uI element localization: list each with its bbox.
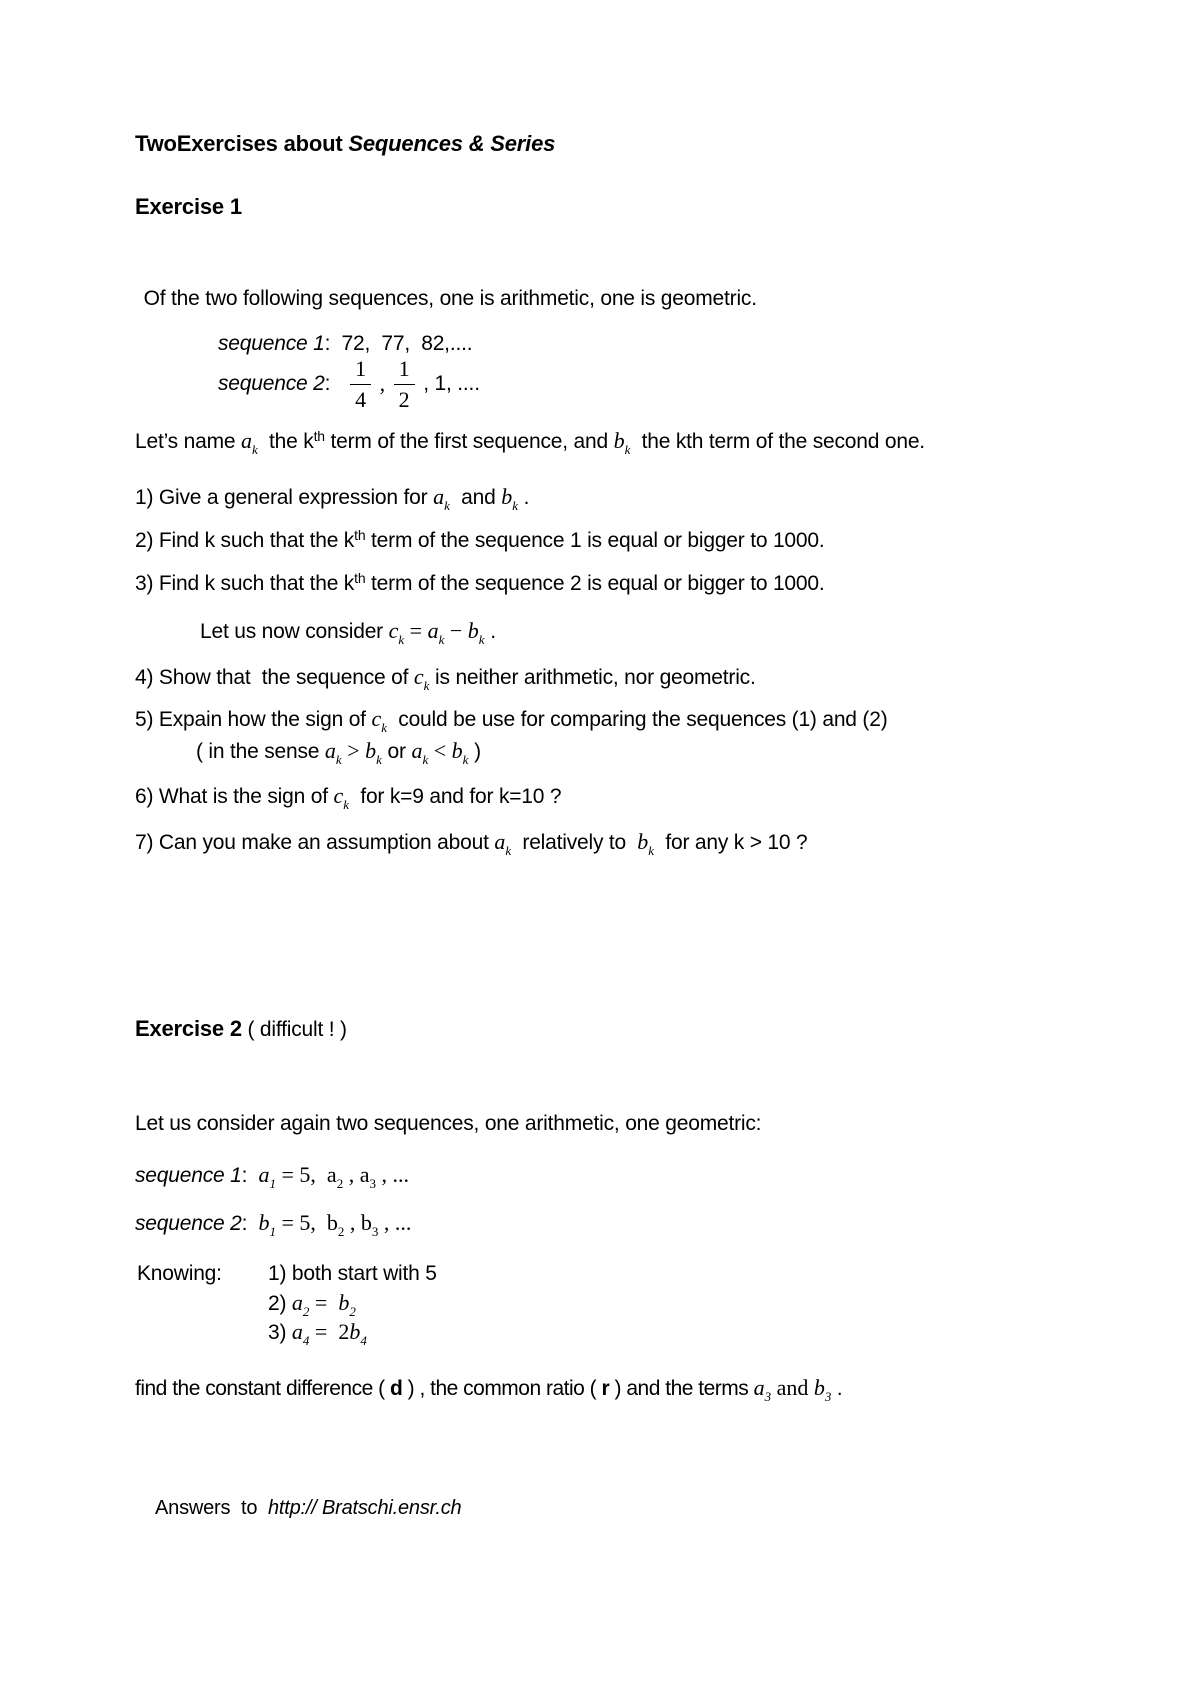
ex2-sequence1-line: sequence 1: $a_1 = 5$, $a_2$ , $a_3$ , ... (135, 1162, 409, 1191)
question-3: 3) Find k such that the $k^{th}$ term of the sequence 2 is equal or bigger to 1000. (135, 570, 825, 595)
let-us-now-line: Let us now consider $c_k = a_k - b_k$ . (200, 618, 496, 647)
footer-answers-note: Answers to http:// Bratschi.ensr.ch (155, 1497, 462, 1519)
question-5: 5) Expain how the sign of $c_k$ could be use for comparing the sequences (1) and (2) (135, 706, 888, 735)
knowing-item-1: 1) both start with 5 (268, 1262, 437, 1285)
exercise2-heading: Exercise 2 ( difficult ! ) (135, 1016, 347, 1041)
exercise1-heading: Exercise 1 (135, 194, 242, 219)
lets-name-line: Let’s name $a_k$ the $k^{th}$ term of the first sequence, and $b_k$ the kth term of the second one. (135, 428, 925, 457)
exercise2-intro: Let us consider again two sequences, one arithmetic, one geometric: (135, 1112, 762, 1135)
find-instruction-line: find the constant difference ( d ) , the common ratio ( r ) and the terms $a_3$ and $b_3$ . (135, 1375, 843, 1404)
question-7: 7) Can you make an assumption about $a_k$ relatively to $b_k$ for any k > 10 ? (135, 829, 808, 858)
fraction: $\frac{1}{2}$ (394, 358, 415, 411)
knowing-label: Knowing: (137, 1262, 222, 1285)
question-5-subnote: ( in the sense $a_k > b_k$ or $a_k < b_k$ ) (196, 738, 481, 767)
sequence2-line: sequence 2 : $\frac{1}{4}$ , $\frac{1}{2}$ , 1, .... (218, 355, 480, 412)
sequence1-line: sequence 1: 72, 77, 82,.... (218, 332, 473, 355)
question-2: 2) Find k such that the $k^{th}$ term of the sequence 1 is equal or bigger to 1000. (135, 527, 825, 552)
question-1: 1) Give a general expression for $a_k$ and $b_k$ . (135, 484, 530, 513)
question-4: 4) Show that the sequence of $c_k$ is neither arithmetic, nor geometric. (135, 664, 756, 693)
knowing-item-3: 3) $a_4 = 2b_4$ (268, 1319, 367, 1348)
ex2-sequence2-line: sequence 2: $b_1 = 5$, $b_2$ , $b_3$ , ... (135, 1210, 412, 1239)
fraction: $\frac{1}{4}$ (350, 358, 371, 411)
knowing-item-2: 2) $a_2 = b_2$ (268, 1290, 356, 1319)
page-title: TwoExercises about Sequences & Series (135, 131, 556, 156)
question-6: 6) What is the sign of $c_k$ for k=9 and for k=10 ? (135, 783, 562, 812)
exercise1-intro: Of the two following sequences, one is arithmetic, one is geometric. (138, 287, 757, 310)
